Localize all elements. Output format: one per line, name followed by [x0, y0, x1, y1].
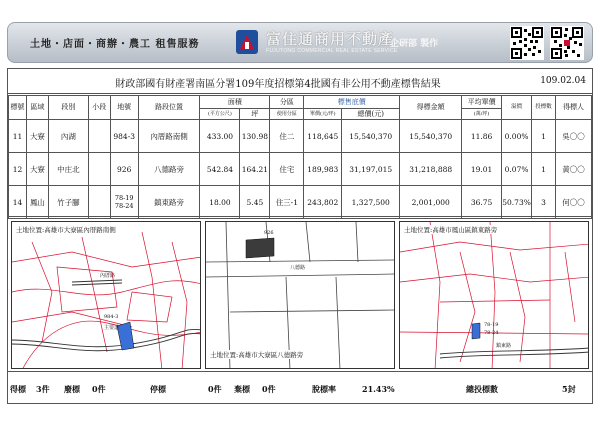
document-date: 109.02.04	[540, 76, 586, 86]
cell-avg-price: 36.75	[462, 186, 502, 219]
plot-label: 78-24	[484, 330, 499, 336]
header-subsection: 小段	[88, 96, 110, 120]
header-premium: 溢價	[502, 96, 532, 120]
summary-halted-label: 停標	[150, 384, 166, 394]
cell-bidders: 1	[532, 120, 556, 153]
header-location: 路段位置	[138, 96, 200, 120]
road-label: 主要道	[104, 325, 120, 331]
cell-area-ping: 164.21	[240, 153, 270, 186]
header-zoning: 分區	[270, 96, 304, 109]
cell-bidders: 1	[532, 153, 556, 186]
header-banner	[7, 22, 593, 63]
cell-area-ping: 130.98	[240, 120, 270, 153]
cell-plot: 984-3	[110, 120, 138, 153]
cadastral-map	[400, 222, 589, 369]
brand-name: 富住通商用不動產	[266, 30, 395, 48]
map-panel-bade[interactable]	[205, 221, 395, 369]
cell-area-sqm: 433.00	[200, 120, 240, 153]
summary-bids-label: 總投標數	[466, 384, 498, 394]
header-plot: 地號	[110, 96, 138, 120]
brand-logo-icon	[234, 27, 260, 57]
cell-winning: 31,218,888	[400, 153, 462, 186]
cell-bidders: 3	[532, 186, 556, 219]
cell-unit-price: 118,645	[304, 120, 342, 153]
cell-premium: 0.00%	[502, 120, 532, 153]
map-panel-zhendong[interactable]	[399, 221, 589, 369]
summary-released-label: 棄標	[234, 384, 250, 394]
header-area-sqm: (平方公尺)	[200, 109, 240, 120]
header-section: 段別	[48, 96, 88, 120]
cell-district: 大寮	[26, 153, 48, 186]
cadastral-map	[206, 222, 395, 369]
summary-lost-count: 0件	[92, 384, 106, 394]
road-label: 鎮東路	[496, 343, 512, 349]
cell-area-sqm: 542.84	[200, 153, 240, 186]
cell-lot: 11	[9, 120, 27, 153]
cell-lot: 14	[9, 186, 27, 219]
header-bidders: 投標數	[532, 96, 556, 120]
summary-released-count: 0件	[262, 384, 276, 394]
cell-winner: 黃〇〇	[555, 153, 591, 186]
cell-premium: 50.73%	[502, 186, 532, 219]
map-caption: 土地位置:高雄市大寮區內厝路南側	[16, 226, 116, 234]
map-caption: 土地位置:高雄市大寮區八德路旁	[210, 351, 304, 359]
header-total-price: 總價(元)	[342, 109, 400, 120]
cell-winning: 2,001,000	[400, 186, 462, 219]
cell-avg-price: 19.01	[462, 153, 502, 186]
cell-district: 鳳山	[26, 186, 48, 219]
document-title: 財政部國有財產署南區分署109年度招標第4批國有非公用不動產標售結果	[115, 79, 441, 90]
cell-section: 內湖	[48, 120, 88, 153]
plot-label: 78-19	[484, 322, 499, 328]
cell-district: 大寮	[26, 120, 48, 153]
services-text: 土地・店面・商辦・農工 租售服務	[30, 39, 200, 50]
cell-winning: 15,540,370	[400, 120, 462, 153]
map-caption: 土地位置:高雄市鳳山區鎮東路旁	[404, 226, 498, 234]
table-row	[9, 153, 592, 186]
summary-won-count: 3件	[36, 384, 50, 394]
header-unit-price: 單價(元/坪)	[304, 109, 342, 120]
header-lot: 標號	[9, 96, 27, 120]
cell-location: 鎮東路旁	[138, 186, 200, 219]
road-label: 八德路	[290, 265, 306, 271]
cell-location: 內厝路南側	[138, 120, 200, 153]
cell-avg-price: 11.86	[462, 120, 502, 153]
brand-english-name: FUJUTONG COMMERCIAL REAL ESTATE SERVICE	[266, 48, 398, 54]
cell-subsection	[88, 186, 110, 219]
summary-rate-label: 脫標率	[312, 384, 336, 394]
cell-area-ping: 5.45	[240, 186, 270, 219]
cell-lot: 12	[9, 153, 27, 186]
cell-total-price: 1,327,500	[342, 186, 400, 219]
qr-code-icon[interactable]	[550, 26, 584, 60]
header-avg-unit: (萬/坪)	[462, 109, 502, 120]
header-winning: 得標金額	[400, 96, 462, 120]
table-row	[9, 120, 592, 153]
cell-winner: 吳〇〇	[555, 120, 591, 153]
cell-zone: 住三-1	[270, 186, 304, 219]
header-district: 區域	[26, 96, 48, 120]
header-area-ping: 坪	[240, 109, 270, 120]
cell-total-price: 31,197,015	[342, 153, 400, 186]
cell-zone: 住宅	[270, 153, 304, 186]
header-winner: 得標人	[555, 96, 591, 120]
summary-won-label: 得標	[10, 384, 26, 394]
summary-lost-label: 廢標	[64, 384, 80, 394]
cell-premium: 0.07%	[502, 153, 532, 186]
cell-subsection	[88, 120, 110, 153]
header-area: 面積	[200, 96, 270, 109]
cell-zone: 住二	[270, 120, 304, 153]
table-row	[9, 186, 592, 219]
department-label: 企研部 製作	[390, 39, 439, 49]
summary-bar	[8, 373, 592, 404]
cell-section: 中庄北	[48, 153, 88, 186]
cell-section: 竹子腳	[48, 186, 88, 219]
map-panel-neicuo[interactable]	[11, 221, 201, 369]
header-zoning-sub: 使用分區	[270, 109, 304, 120]
cell-unit-price: 243,802	[304, 186, 342, 219]
header-avg-price: 平均單價	[462, 96, 502, 109]
summary-bids-count: 5封	[562, 384, 576, 394]
cell-area-sqm: 18.00	[200, 186, 240, 219]
summary-rate-value: 21.43%	[362, 384, 395, 394]
cadastral-map	[12, 222, 201, 369]
cell-plot: 78-19 78-24	[110, 186, 138, 219]
qr-code-icon[interactable]	[510, 26, 544, 60]
cell-subsection	[88, 153, 110, 186]
cell-location: 八德路旁	[138, 153, 200, 186]
road-label: 內厝路	[100, 273, 116, 279]
cell-total-price: 15,540,370	[342, 120, 400, 153]
plot-label: 984-3	[104, 314, 119, 320]
title-bar	[8, 68, 592, 94]
cell-unit-price: 189,983	[304, 153, 342, 186]
summary-halted-count: 0件	[208, 384, 222, 394]
results-table	[8, 95, 592, 219]
header-reserve: 標售底價	[304, 96, 400, 109]
cell-winner: 何〇〇	[555, 186, 591, 219]
map-section	[8, 216, 592, 372]
plot-label: 926	[264, 230, 274, 236]
cell-plot: 926	[110, 153, 138, 186]
